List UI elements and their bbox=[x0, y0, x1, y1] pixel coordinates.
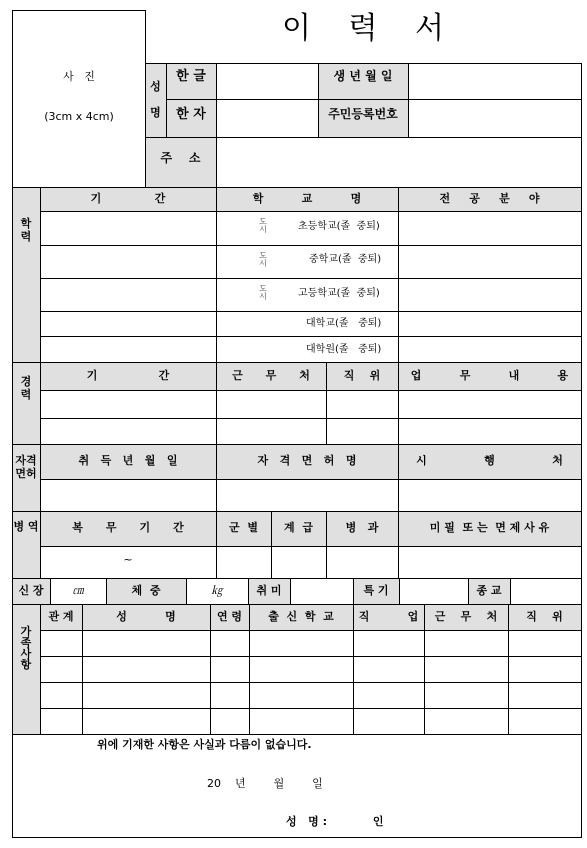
city-mark: 도 시 bbox=[259, 217, 267, 234]
address-label: 주 소 bbox=[160, 151, 201, 165]
family-section-label: 가 족 사 항 bbox=[20, 625, 32, 671]
military-period-separator: ~ bbox=[123, 553, 133, 566]
weight-label: 체 중 bbox=[131, 584, 161, 597]
declaration-statement: 위에 기재한 사항은 사실과 다름이 없습니다. bbox=[97, 738, 312, 751]
career-section-label: 경 력 bbox=[20, 375, 32, 401]
religion-label: 종 교 bbox=[476, 584, 502, 597]
address-input[interactable] bbox=[218, 139, 583, 187]
height-unit: ㎝ bbox=[72, 584, 84, 597]
weight-unit: ㎏ bbox=[211, 584, 223, 597]
city-mark: 도 시 bbox=[259, 251, 267, 268]
height-label: 신 장 bbox=[18, 584, 44, 597]
hangul-name-input[interactable] bbox=[218, 65, 320, 99]
military-col-exempt: 미 필 또 는 면 제 사 유 bbox=[429, 521, 550, 534]
resident-no-label: 주민등록번호 bbox=[328, 107, 398, 121]
career-col-period: 기 간 bbox=[86, 369, 170, 382]
license-col-name: 자 격 면 허 명 bbox=[257, 454, 357, 467]
resident-no-input[interactable] bbox=[410, 101, 583, 137]
career-col-company: 근 무 처 bbox=[232, 369, 310, 382]
document-title: 이 력 서 bbox=[281, 11, 458, 46]
declaration-date: 20 년 월 일 bbox=[207, 777, 323, 790]
career-col-position: 직 위 bbox=[343, 369, 381, 382]
license-section-label: 자격 면허 bbox=[15, 454, 37, 480]
education-col-major: 전 공 분 야 bbox=[439, 192, 540, 205]
city-mark: 도 시 bbox=[259, 284, 267, 301]
hanja-label: 한 자 bbox=[176, 107, 206, 122]
education-row-middle: 중학교(졸 중퇴) bbox=[309, 254, 382, 265]
birth-label: 생 년 월 일 bbox=[333, 69, 393, 83]
education-row-high: 고등학교(졸 중퇴) bbox=[298, 288, 380, 299]
education-row-elementary: 초등학교(졸 중퇴) bbox=[298, 221, 380, 232]
name-label: 성 명 bbox=[150, 80, 161, 119]
family-col-school: 출 신 학 교 bbox=[268, 610, 334, 623]
military-col-rank: 계 급 bbox=[284, 521, 313, 534]
family-col-company: 근 무 처 bbox=[434, 610, 498, 623]
military-col-period: 복 무 기 간 bbox=[72, 521, 184, 534]
license-col-date: 취 득 년 월 일 bbox=[78, 454, 178, 467]
education-section-label: 학 력 bbox=[20, 217, 32, 243]
photo-size: (3cm x 4cm) bbox=[44, 110, 114, 123]
education-col-school: 학 교 명 bbox=[252, 192, 362, 205]
family-col-age: 연 령 bbox=[216, 610, 243, 623]
military-col-type: 병 과 bbox=[345, 521, 379, 534]
photo-label: 사 진 bbox=[63, 70, 95, 83]
license-col-issuer: 시 행 처 bbox=[416, 454, 563, 467]
family-col-job: 직 업 bbox=[358, 610, 419, 623]
military-col-branch: 군 별 bbox=[229, 521, 258, 534]
education-col-period: 기 간 bbox=[90, 192, 166, 205]
career-col-duty: 업 무 내 용 bbox=[410, 369, 569, 382]
hangul-label: 한 글 bbox=[176, 69, 206, 84]
family-col-relation: 관 계 bbox=[48, 610, 74, 623]
education-row-college: 대학교(졸 중퇴) bbox=[306, 318, 382, 329]
education-row-graduate: 대학원(졸 중퇴) bbox=[306, 344, 382, 355]
family-col-name: 성 명 bbox=[116, 610, 176, 623]
special-skill-label: 특 기 bbox=[363, 584, 389, 597]
signature-line: 성 명 : 인 bbox=[286, 815, 384, 828]
birth-date-input[interactable] bbox=[410, 65, 583, 99]
military-section-label: 병 역 bbox=[13, 520, 39, 533]
hobby-label: 취 미 bbox=[256, 584, 282, 597]
hanja-name-input[interactable] bbox=[218, 101, 320, 137]
family-col-position: 직 위 bbox=[526, 610, 563, 623]
